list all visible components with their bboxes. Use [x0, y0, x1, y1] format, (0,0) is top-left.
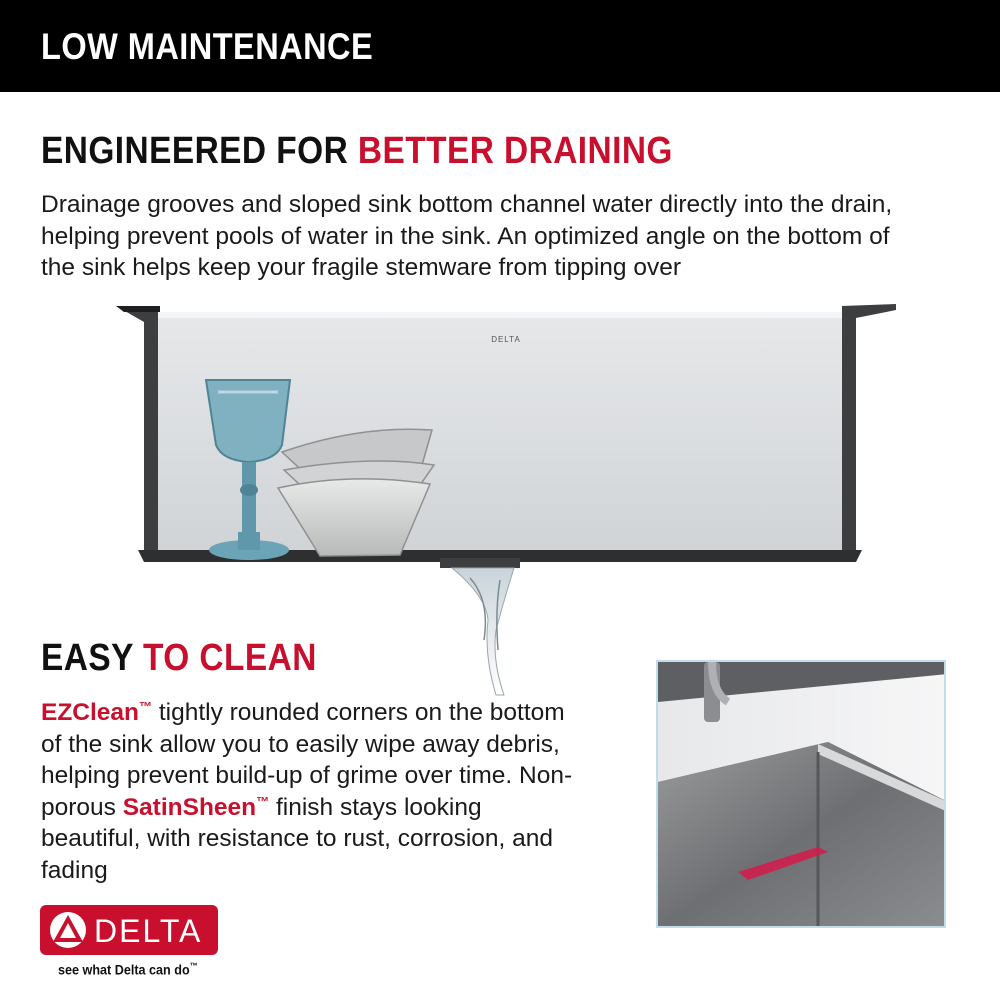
delta-logo-mark-icon: [48, 910, 88, 950]
sink-corner-photo: [656, 660, 946, 928]
heading-accent: TO CLEAN: [142, 637, 317, 679]
clean-description-part1: tightly rounded corners on the bottom of the sink allow you to easily wipe away debris, helping prevent build-up of grime over time. Non-porous: [41, 699, 573, 821]
sink-rim: [158, 312, 842, 318]
tm-mark: ™: [139, 699, 153, 714]
draining-description: Drainage grooves and sloped sink bottom channel water directly into the drain, helping prevent pools of water in the sink. An optimized angle on the bottom of the sink helps keep your fragile stemware from tipping over: [41, 191, 893, 281]
delta-logo: [40, 905, 218, 955]
brand-tagline: [58, 961, 198, 978]
clean-description-part2: finish stays looking beautiful, with resistance to rust, corrosion, and fading: [41, 793, 554, 884]
water-stream-icon: [440, 558, 520, 695]
heading-plain: ENGINEERED FOR: [41, 130, 358, 172]
heading-plain: EASY: [41, 637, 143, 679]
ezclean-feature-name: EZClean: [41, 699, 140, 726]
satinsheen-feature-name: SatinSheen: [122, 793, 257, 821]
clean-description: [41, 697, 586, 886]
header-bar: [0, 0, 1000, 92]
tagline-tm: ™: [189, 961, 198, 971]
heading-accent: BETTER DRAINING: [357, 130, 673, 172]
tm-mark: ™: [256, 793, 270, 809]
sink-left-wall: [116, 306, 158, 550]
sink-brand-mark: DELTA: [491, 335, 521, 344]
tagline-text: see what Delta can do: [58, 961, 190, 978]
delta-logo-text: DELTA: [94, 913, 203, 949]
section-heading-clean: [41, 637, 317, 680]
sink-left-flange: [116, 306, 160, 312]
sink-right-wall: [842, 304, 896, 550]
header-title: LOW MAINTENANCE: [41, 26, 374, 67]
section-heading-draining: [41, 130, 673, 173]
